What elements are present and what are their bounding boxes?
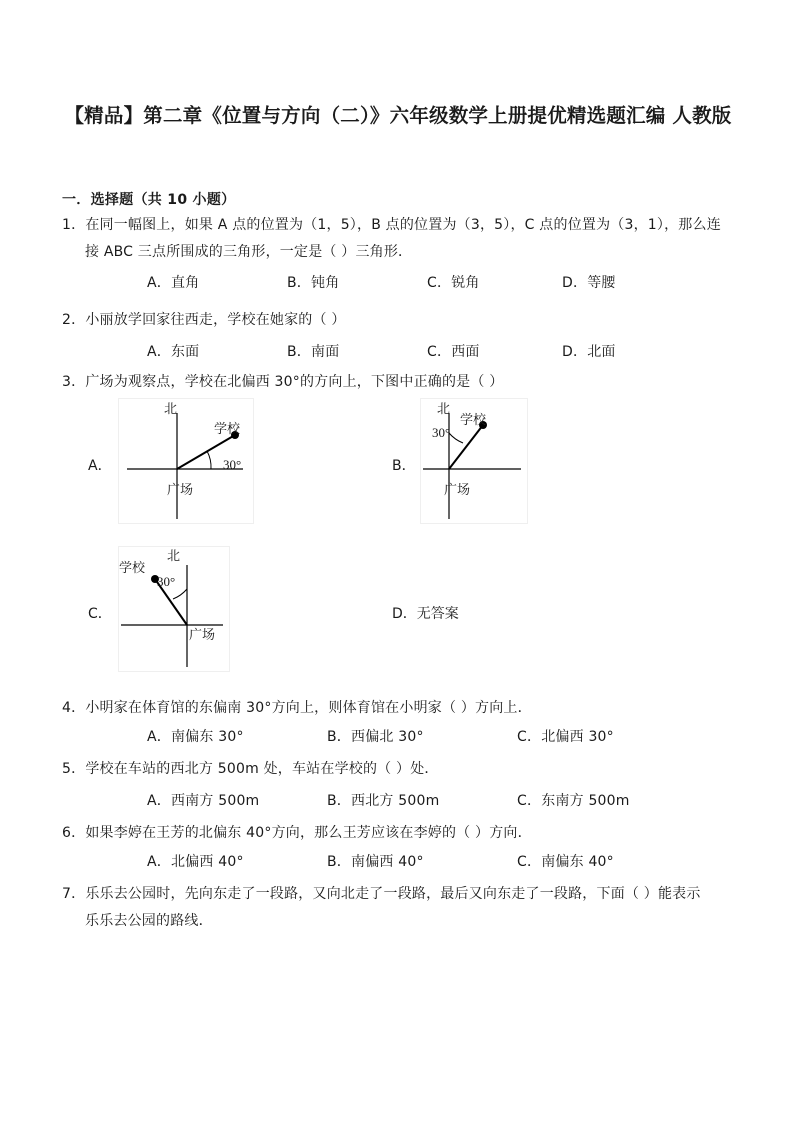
question-2-option-b[interactable] — [287, 341, 339, 361]
option-text: 直角 — [170, 275, 200, 291]
question-1-body: 在同一幅图上，如果 A 点的位置为（1，5），B 点的位置为（3，5），C 点的位置为（3，1），那么连 — [85, 217, 721, 233]
angle-arc — [449, 433, 463, 443]
option-text: 南偏东 30° — [170, 729, 244, 745]
question-3-option-a-label[interactable]: A． — [88, 458, 112, 474]
question-7-body: 乐乐去公园时，先向东走了一段路，又向北走了一段路，最后又向东走了一段路，下面（ ）能表示 — [85, 886, 701, 902]
question-4-options — [62, 726, 738, 750]
option-label: D． — [562, 344, 588, 360]
question-6-text — [62, 821, 738, 846]
question-4-option-b[interactable] — [327, 726, 424, 746]
diagram-a-angle-label: 30° — [223, 457, 242, 472]
question-1-option-d[interactable] — [562, 272, 616, 292]
diagram-b-angle-label: 30° — [432, 425, 451, 440]
diagram-c-origin-label: 广场 — [189, 628, 216, 643]
diagram-a-north-label: 北 — [164, 402, 178, 417]
option-label: D． — [562, 275, 588, 291]
question-6-option-b[interactable] — [327, 851, 424, 871]
option-text: 西偏北 30° — [351, 729, 424, 745]
question-4-text — [62, 696, 738, 721]
option-text: 西面 — [451, 344, 480, 360]
question-1-text — [62, 213, 738, 238]
angle-arc — [207, 451, 211, 469]
option-label: A． — [147, 275, 171, 291]
question-6-number: 6． — [62, 825, 86, 841]
question-4-option-c[interactable] — [517, 726, 614, 746]
option-text: 北偏西 30° — [541, 729, 614, 745]
question-4-number: 4． — [62, 700, 86, 716]
option-label: C． — [517, 854, 542, 870]
question-2-option-a[interactable] — [147, 341, 199, 361]
question-2-option-c[interactable] — [427, 341, 480, 361]
diagram-c-point-label: 学校 — [119, 561, 146, 576]
question-2-text — [62, 308, 738, 333]
option-text: 北面 — [587, 344, 616, 360]
diagram-c-angle-label: 30° — [157, 574, 176, 589]
option-text: 南偏西 40° — [351, 854, 424, 870]
diagram-b-point-label: 学校 — [460, 413, 487, 428]
option-label: B． — [327, 854, 352, 870]
question-2-option-d[interactable] — [562, 341, 616, 361]
question-2-body: 小丽放学回家往西走，学校在她家的（ ） — [85, 312, 346, 328]
question-5-option-c[interactable] — [517, 790, 630, 810]
question-5-number: 5． — [62, 761, 86, 777]
question-6-option-a[interactable] — [147, 851, 244, 871]
question-5-options — [62, 790, 738, 814]
section-heading: 一．选择题（共 10 小题） — [62, 192, 236, 208]
question-3-option-b-label[interactable]: B． — [392, 458, 416, 474]
question-5-body: 学校在车站的西北方 500m 处，车站在学校的（ ）处． — [85, 761, 439, 777]
page-title: 【精品】第二章《位置与方向（二）》六年级数学上册提优精选题汇编 人教版 — [64, 104, 732, 127]
question-1-options — [62, 272, 738, 296]
option-label: A． — [147, 729, 171, 745]
question-6-option-c[interactable] — [517, 851, 614, 871]
diagram-a-point-label: 学校 — [214, 422, 241, 437]
option-label: C． — [517, 729, 542, 745]
option-label: C． — [427, 275, 452, 291]
question-3-text — [62, 370, 738, 395]
question-6-options — [62, 851, 738, 875]
option-text: 北偏西 40° — [170, 854, 244, 870]
question-1-text-line2: 接 ABC 三点所围成的三角形，一定是（ ）三角形． — [85, 244, 413, 260]
option-text: 南偏东 40° — [541, 854, 614, 870]
question-3-option-c-label[interactable]: C． — [88, 606, 112, 622]
option-label: C． — [427, 344, 452, 360]
question-1-number: 1． — [62, 217, 86, 233]
option-label: C． — [517, 793, 542, 809]
question-1-option-c[interactable] — [427, 272, 480, 292]
diagram-c-north-label: 北 — [167, 549, 181, 564]
question-5-text — [62, 757, 738, 782]
question-3-option-d-label: D． — [392, 606, 417, 622]
option-text: 锐角 — [451, 275, 480, 291]
option-text: 等腰 — [587, 275, 616, 291]
option-text: 东南方 500m — [541, 793, 630, 809]
question-4-body: 小明家在体育馆的东偏南 30°方向上，则体育馆在小明家（ ）方向上． — [85, 700, 532, 716]
angle-arc — [173, 589, 187, 599]
question-3-option-d-text: 无答案 — [416, 606, 459, 622]
option-label: B． — [287, 344, 312, 360]
question-6-body: 如果李婷在王芳的北偏东 40°方向，那么王芳应该在李婷的（ ）方向． — [85, 825, 532, 841]
question-7-text — [62, 882, 738, 907]
question-3-body: 广场为观察点，学校在北偏西 30°的方向上，下图中正确的是（ ） — [85, 374, 504, 390]
question-3-number: 3． — [62, 374, 86, 390]
option-label: B． — [327, 729, 352, 745]
question-5-option-a[interactable] — [147, 790, 259, 810]
diagram-a-origin-label: 广场 — [167, 483, 194, 498]
option-label: A． — [147, 854, 171, 870]
direction-ray — [449, 425, 483, 469]
diagram-b-north-label: 北 — [437, 402, 451, 417]
option-label: B． — [327, 793, 352, 809]
question-4-option-a[interactable] — [147, 726, 244, 746]
option-text: 东面 — [170, 344, 200, 360]
option-text: 西南方 500m — [170, 793, 260, 809]
question-2-options — [62, 341, 738, 365]
question-7-text-line2: 乐乐去公园的路线． — [85, 913, 213, 929]
question-5-option-b[interactable] — [327, 790, 439, 810]
option-label: A． — [147, 344, 171, 360]
question-1-option-a[interactable] — [147, 272, 199, 292]
option-text: 南面 — [311, 344, 340, 360]
diagram-b-origin-label: 广场 — [444, 483, 471, 498]
option-text: 钝角 — [311, 275, 340, 291]
option-label: B． — [287, 275, 312, 291]
question-2-number: 2． — [62, 312, 86, 328]
option-text: 西北方 500m — [351, 793, 440, 809]
option-label: A． — [147, 793, 171, 809]
question-7-number: 7． — [62, 886, 86, 902]
question-3-option-d[interactable] — [392, 603, 459, 623]
question-1-option-b[interactable] — [287, 272, 339, 292]
